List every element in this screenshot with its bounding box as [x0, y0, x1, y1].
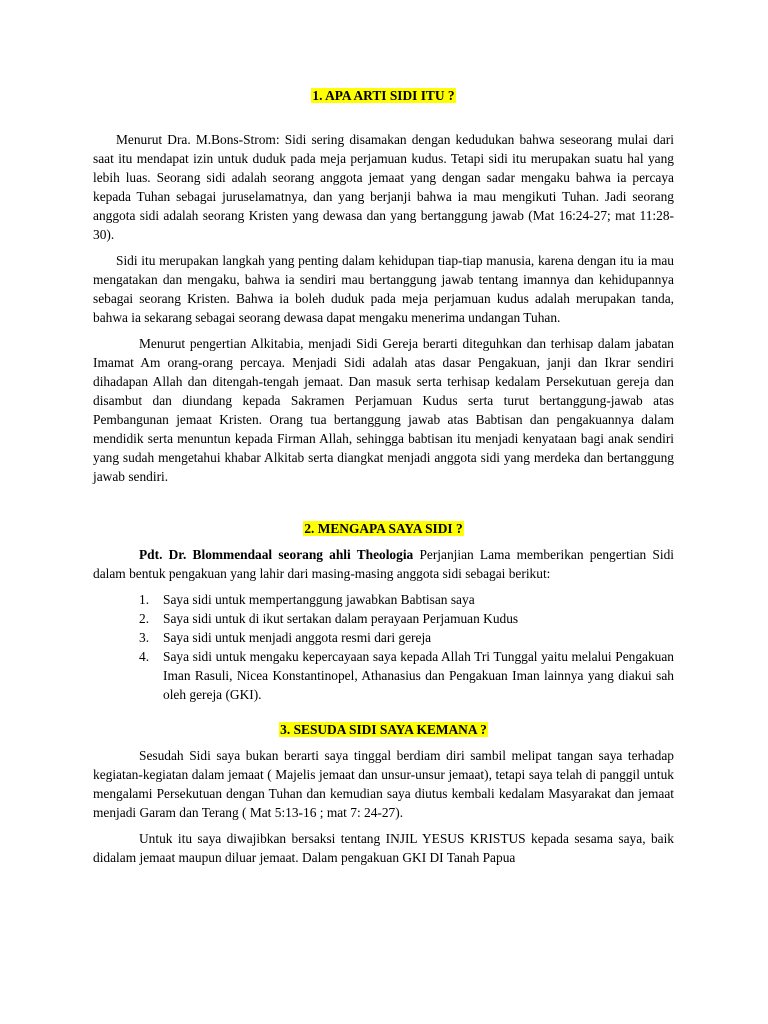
section-2-list — [93, 590, 674, 704]
list-item-number: 3. — [139, 630, 150, 645]
section-3-heading-wrap — [93, 720, 674, 739]
section-3-heading: 3. SESUDA SIDI SAYA KEMANA ? — [280, 722, 487, 737]
section-2-heading: 2. MENGAPA SAYA SIDI ? — [304, 521, 463, 536]
list-item-text: Saya sidi untuk di ikut sertakan dalam perayaan Perjamuan Kudus — [163, 611, 519, 626]
section-2-heading-wrap — [93, 519, 674, 538]
section-2-intro-text: Perjanjian Lama memberikan pengertian Sidi dalam bentuk pengakuan yang lahir dari masing-masing anggota sidi sebagai berikut: — [93, 547, 674, 581]
section-1-heading: 1. APA ARTI SIDI ITU ? — [312, 88, 455, 103]
list-item-text: Saya sidi untuk mempertanggung jawabkan Babtisan saya — [163, 592, 475, 607]
list-item — [93, 609, 674, 628]
section-3-paragraph-2: Untuk itu saya diwajibkan bersaksi tentang INJIL YESUS KRISTUS kepada sesama saya, baik didalam jemaat maupun diluar jemaat. Dalam pengakuan GKI DI Tanah Papua — [93, 831, 674, 865]
section-2-intro-author: Pdt. Dr. Blommendaal seorang ahli Theologia — [139, 547, 414, 562]
list-item-number: 1. — [139, 592, 150, 607]
section-1-paragraph-3: Menurut pengertian Alkitabia, menjadi Sidi Gereja berarti diteguhkan dan terhisap dalam jabatan Imamat Am orang-orang percaya. Menjadi Sidi adalah atas dasar Pengakuan, janji dan Ikrar sendiri dihadapan Allah dan ditengah-tengah jemaat. Dan masuk serta terhisap kedalam Persekutuan gereja dan disambut dan diundang kepada Sakramen Perjamuan Kudus serta turut bertanggung-jawab atas Pembangunan jemaat Kristen. Orang tua bertanggung jawab atas Babtisan dan pengakuannya dalam mendidik serta menuntun kepada Firman Allah, sehingga babtisan itu menjadi kenyataan bagi anak sendiri yang sudah mengetahui khabar Alkitab serta diangkat menjadi anggota sidi yang merdeka dan bertanggung jawab sendiri. — [93, 336, 674, 484]
section-2-intro — [93, 545, 674, 583]
section-1-paragraph-1: Menurut Dra. M.Bons-Strom: Sidi sering disamakan dengan kedudukan bahwa seseorang mulai dari saat itu mendapat izin untuk duduk pada meja perjamuan kudus. Tetapi sidi itu merupakan suatu hal yang lebih luas. Seorang sidi adalah seorang anggota jemaat yang dengan sadar mengaku bahwa ia percaya kepada Tuhan sebagai juruselamatnya, dan yang berjanji bahwa ia mau mengikuti Tuhan. Jadi seorang anggota sidi adalah seorang Kristen yang dewasa dan yang bertanggung jawab (Mat 16:24-27; mat 11:28-30). — [93, 132, 674, 242]
list-item — [93, 647, 674, 704]
list-item-text: Saya sidi untuk menjadi anggota resmi dari gereja — [163, 630, 432, 645]
list-item-number: 4. — [139, 649, 150, 664]
list-item — [93, 590, 674, 609]
list-item-text: Saya sidi untuk mengaku kepercayaan saya kepada Allah Tri Tunggal yaitu melalui Pengakuan Iman Rasuli, Nicea Konstantinopel, Athanasius dan Pengakuan Iman lainnya yang diakui sah oleh gereja (GKI). — [163, 649, 674, 702]
section-3-paragraph-1: Sesudah Sidi saya bukan berarti saya tinggal berdiam diri sambil melipat tangan saya terhadap kegiatan-kegiatan dalam jemaat ( Majelis jemaat dan unsur-unsur jemaat), tetapi saya telah di panggil untuk mengalami Persekutuan dengan Tuhan dan kemudian saya diutus kembali kedalam Masyarakat dan jemaat menjadi Garam dan Terang ( Mat 5:13-16 ; mat 7: 24-27). — [93, 748, 674, 820]
list-item — [93, 628, 674, 647]
section-1-heading-wrap — [93, 86, 674, 105]
list-item-number: 2. — [139, 611, 150, 626]
section-1-paragraph-2: Sidi itu merupakan langkah yang penting dalam kehidupan tiap-tiap manusia, karena dengan itu ia mau mengatakan dan mengaku, bahwa ia sendiri mau bertanggung jawab tentang imannya dan kehidupannya sebagai seorang Kristen. Bahwa ia boleh duduk pada meja perjamuan kudus adalah merupakan tanda, bahwa ia sekarang sebagai seorang dewasa dapat mengaku menerima undangan Tuhan. — [93, 253, 674, 325]
